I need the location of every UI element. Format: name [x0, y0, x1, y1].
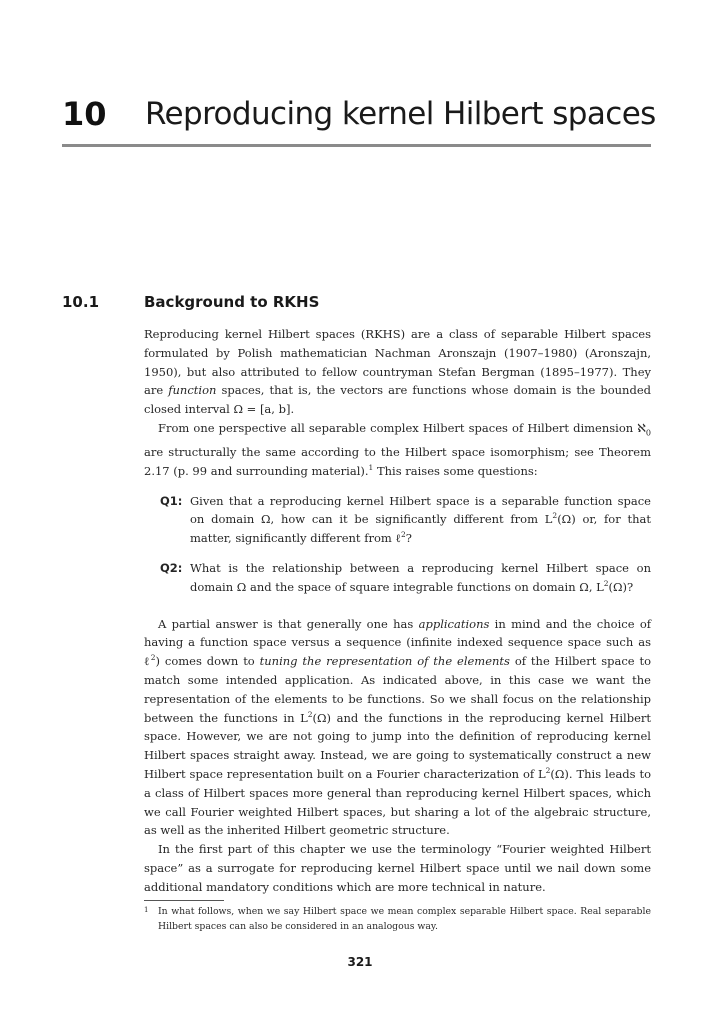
footnote [144, 904, 651, 934]
chapter-title: Reproducing kernel Hilbert spaces [145, 96, 656, 132]
paragraph: A partial answer is that generally one has applications in mind and the choice of having a function space versus a sequence (infinite indexed sequence space such as ℓ$^2$) comes down to tuning the representation of the elements of the Hilbert space to match some intended application. As indicated above, in this case we want the representation of the elements to be functions. So we shall focus on the relationship between the functions in $L^2(\Omega)$ and the functions in the reproducing kernel Hilbert space. However, we are not going to jump into the definition of reproducing kernel Hilbert spaces straight away. Instead, we are going to systematically construct a new Hilbert space representation built on a Fourier characterization of $L^2(\Omega)$. This leads to a class of Hilbert spaces more general than reproducing kernel Hilbert spaces, which we call Fourier weighted Hilbert spaces, but sharing a lot of the algebraic structure, as well as the inherited Hilbert geometric structure. [144, 616, 652, 838]
paragraph: Reproducing kernel Hilbert spaces (RKHS) are a class of separable Hilbert spaces formulated by Polish mathematician Nachman Aronszajn (1907–1980) (Aronszajn, 1950), but also attributed to fellow countryman Stefan Bergman (1895–1977). They are function spaces, that is, the vectors are functions whose domain is the bounded closed interval Ω = [a, b]. [144, 327, 651, 417]
question-label: Q1: [160, 493, 183, 508]
paragraph: From one perspective all separable complex Hilbert spaces of Hilbert dimension ℵ$_0$ are structurally the same according to the Hilbert space isomorphism; see Theorem 2.17 (p. 99 and surrounding material).$^1$ This raises some questions: [144, 420, 651, 478]
section-number: 10.1 [62, 293, 100, 311]
paragraph: In the first part of this chapter we use the terminology “Fourier weighted Hilbert space” as a surrogate for reproducing kernel Hilbert space until we nail down some additional mandatory conditions which are more technical in nature. [144, 842, 651, 894]
section-title: Background to RKHS [144, 293, 320, 311]
chapter-divider [62, 144, 651, 147]
footnote-text: In what follows, when we say Hilbert space we mean complex separable Hilbert space. Real separable Hilbert spaces can also be considered in an analogous way. [158, 906, 651, 932]
question-q1: Q1: Given that a reproducing kernel Hilbert space is a separable function space on domain Ω, how can it be significantly different from $L^2(\Omega)$ or, for that matter, significantly different from ℓ$^2$? [160, 493, 651, 546]
chapter-number: 10 [62, 95, 107, 133]
page-number: 321 [347, 955, 373, 969]
chapter-heading [62, 92, 656, 136]
footnote-divider [144, 900, 224, 901]
question-q2: Q2: What is the relationship between a reproducing kernel Hilbert space on domain Ω and the space of square integrable functions on domain Ω, $L^2(\Omega)$? [160, 561, 651, 594]
body-text [144, 325, 651, 897]
footnote-reference[interactable]: 1 [368, 463, 374, 473]
question-label: Q2: [160, 561, 183, 576]
footnote-mark: 1 [144, 906, 149, 914]
